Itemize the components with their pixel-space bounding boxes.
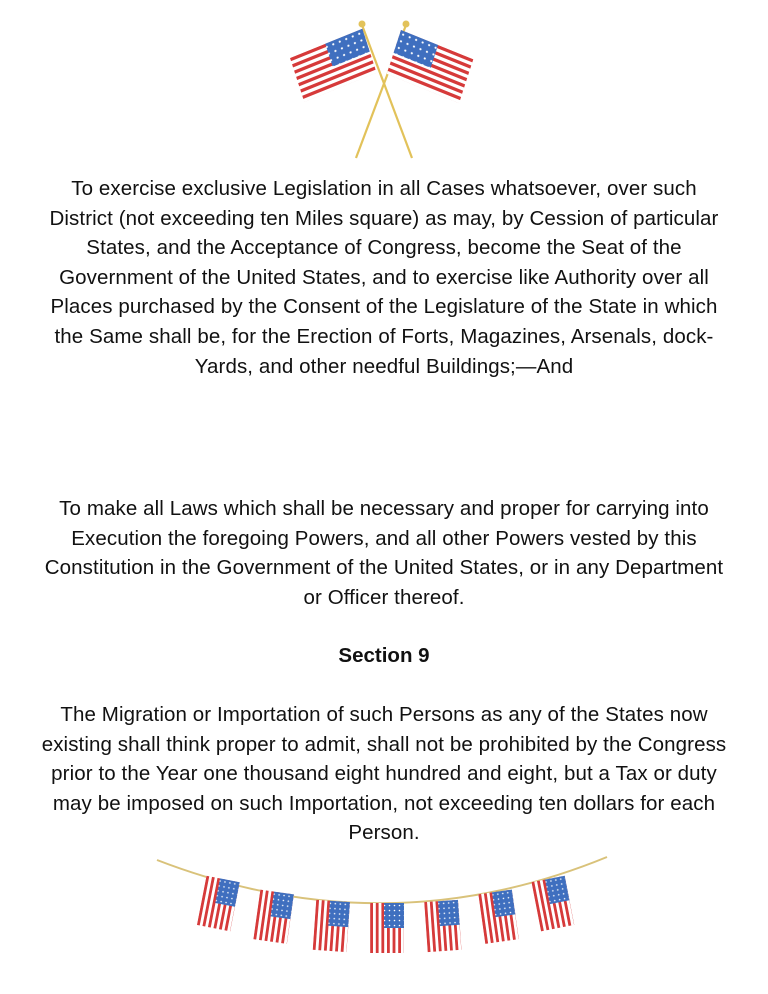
- american-flag-bunting-icon: [155, 852, 615, 962]
- section-heading: Section 9: [338, 644, 430, 667]
- paragraph-necessary-and-proper: To make all Laws which shall be necessary and proper for carrying into Execution the foregoing Powers, and all other Powers vested by this Constitution in the Government of the United States, or in any Department or Officer thereof.: [44, 497, 724, 609]
- paragraph-legislation: To exercise exclusive Legislation in all Cases whatsoever, over such District (not exceeding ten Miles square) as may, by Cession of particular States, and the Acceptance of Congress, become the Seat of the Government of the United States, and to exercise like Authority over all Places purchased by the Consent of the Legislature of the State in which the Same shall be, for the Erection of Forts, Magazines, Arsenals, dock-Yards, and other needful Buildings;—And: [49, 177, 719, 378]
- paragraph-migration: The Migration or Importation of such Persons as any of the States now existing shall think proper to admit, shall not be prohibited by the Congress prior to the Year one thousand eight hundred and eight, but a Tax or duty may be imposed on such Importation, not exceeding ten dollars for each Person.: [41, 703, 727, 845]
- crossed-american-flags-icon: [284, 18, 484, 163]
